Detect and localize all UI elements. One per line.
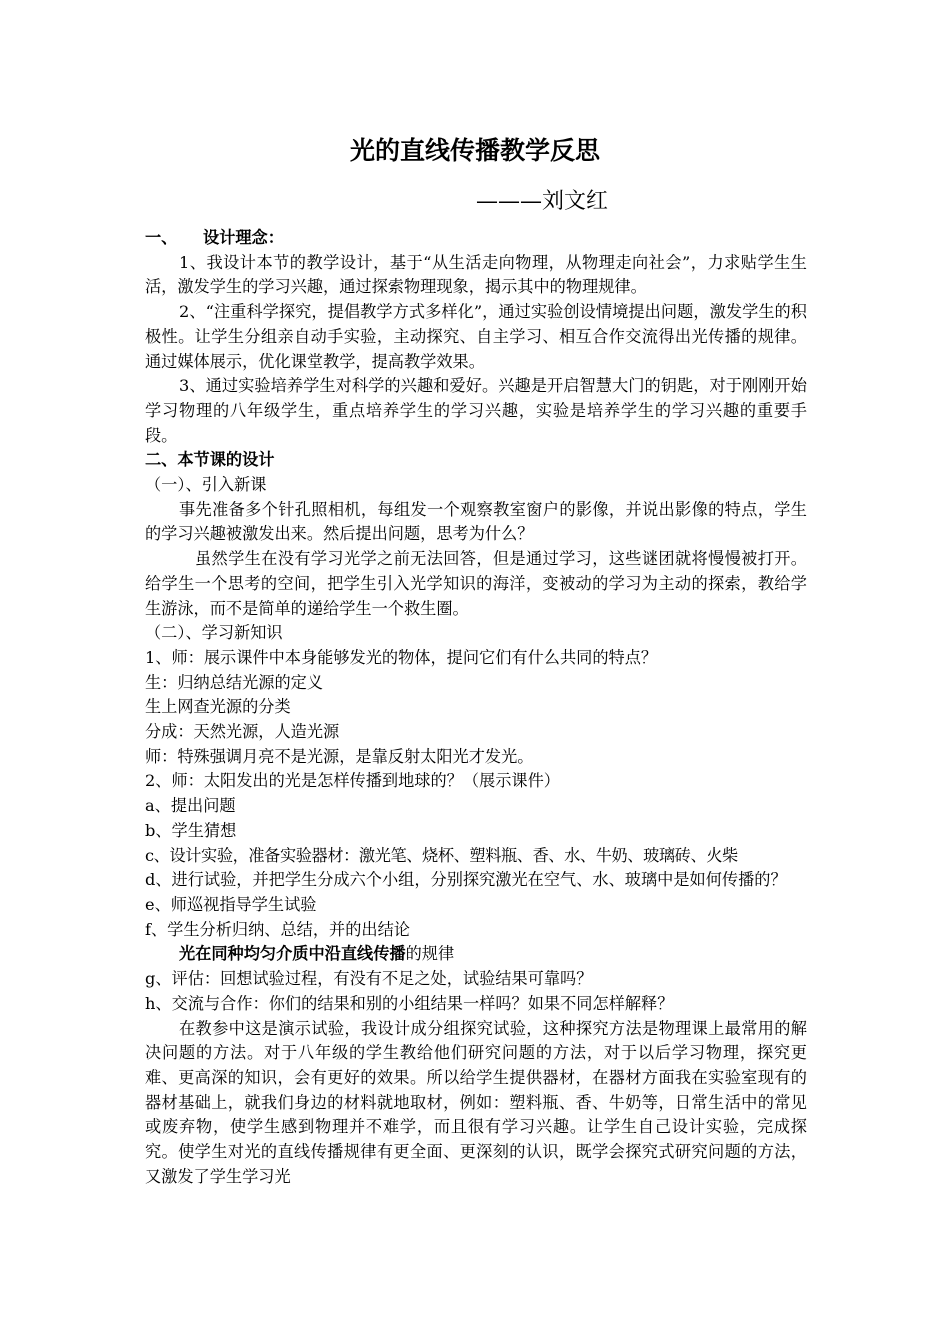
law-statement — [145, 942, 807, 967]
section-number: 一、 — [145, 228, 178, 247]
list-item: c、设计实验，准备实验器材：激光笔、烧杯、塑料瓶、香、水、牛奶、玻璃砖、火柴 — [145, 845, 738, 865]
text-line: 生上网查光源的分类 — [145, 697, 291, 717]
list-item: d、进行试验，并把学生分成六个小组，分别探究激光在空气、水、玻璃中是如何传播的？ — [145, 870, 787, 890]
list-item: b、学生猜想 — [145, 820, 237, 840]
text-line: 1、师：展示课件中本身能够发光的物体，提问它们有什么共同的特点？ — [145, 647, 658, 667]
section-heading-1 — [145, 226, 807, 251]
section-heading-text: 设计理念： — [203, 228, 284, 247]
document-body — [145, 226, 807, 1189]
list-item: h、交流与合作：你们的结果和别的小组结果一样吗？如果不同怎样解释？ — [145, 993, 674, 1013]
paragraph: 事先准备多个针孔照相机，每组发一个观察教室窗户的影像，并说出影像的特点，学生的学习兴趣被激发出来。然后提出问题，思考为什么？ — [145, 499, 807, 544]
paragraph: 3、通过实验培养学生对科学的兴趣和爱好。兴趣是开启智慧大门的钥匙，对于刚刚开始学习物理的八年级学生，重点培养学生的学习兴趣，实验是培养学生的学习兴趣的重要手段。 — [145, 376, 807, 445]
law-rest-text: 的规律 — [405, 944, 455, 964]
text-line: 分成：天然光源，人造光源 — [145, 722, 340, 742]
law-bold-text: 光在同种均匀介质中沿直线传播 — [179, 944, 406, 964]
document-title: 光的直线传播教学反思 — [349, 136, 600, 165]
paragraph: 在教参中这是演示试验，我设计成分组探究试验，这种探究方法是物理课上最常用的解决问题的方法。对于八年级的学生教给他们研究问题的方法，对于以后学习物理，探究更难、更高深的知识，会有更好的效果。所以给学生提供器材，在器材方面我在实验室现有的器材基础上，就我们身边的材料就地取材，例如：塑料瓶、香、牛奶等，日常生活中的常见或废弃物，使学生感到物理并不难学，而且很有学习兴趣。让学生自己设计实验，完成探究。使学生对光的直线传播规律有更全面、更深刻的认识，既学会探究式研究问题的方法，又激发了学生学习光 — [145, 1018, 807, 1186]
text-line: 生：归纳总结光源的定义 — [145, 672, 324, 692]
paragraph: 1、我设计本节的教学设计，基于“从生活走向物理，从物理走向社会”，力求贴学生生活，激发学生的学习兴趣，通过探索物理现象，揭示其中的物理规律。 — [145, 252, 807, 297]
text-line: 2、师：太阳发出的光是怎样传播到地球的？（展示课件） — [145, 771, 560, 791]
paragraph: 2、“注重科学探究，提倡教学方式多样化”，通过实验创设情境提出问题，激发学生的积极性。让学生分组亲自动手实验，主动探究、自主学习、相互合作交流得出光传播的规律。通过媒体展示，优化课堂教学，提高教学效果。 — [145, 302, 807, 371]
section-heading-2: 二、本节课的设计 — [145, 450, 275, 470]
subsection-heading: （二）、学习新知识 — [145, 623, 283, 643]
list-item: a、提出问题 — [145, 796, 236, 816]
list-item: g、评估：回想试验过程，有没有不足之处，试验结果可靠吗？ — [145, 969, 593, 989]
list-item: f、学生分析归纳、总结，并的出结论 — [145, 919, 410, 939]
text-line: 师：特殊强调月亮不是光源，是靠反射太阳光才发光。 — [145, 746, 534, 766]
author-line: ———刘文红 — [476, 189, 609, 214]
list-item: e、师巡视指导学生试验 — [145, 894, 317, 914]
subsection-heading: （一）、引入新课 — [145, 475, 267, 495]
paragraph: 虽然学生在没有学习光学之前无法回答，但是通过学习，这些谜团就将慢慢被打开。给学生一个思考的空间，把学生引入光学知识的海洋，变被动的学习为主动的探索，教给学生游泳，而不是简单的递给学生一个救生圈。 — [145, 549, 807, 618]
